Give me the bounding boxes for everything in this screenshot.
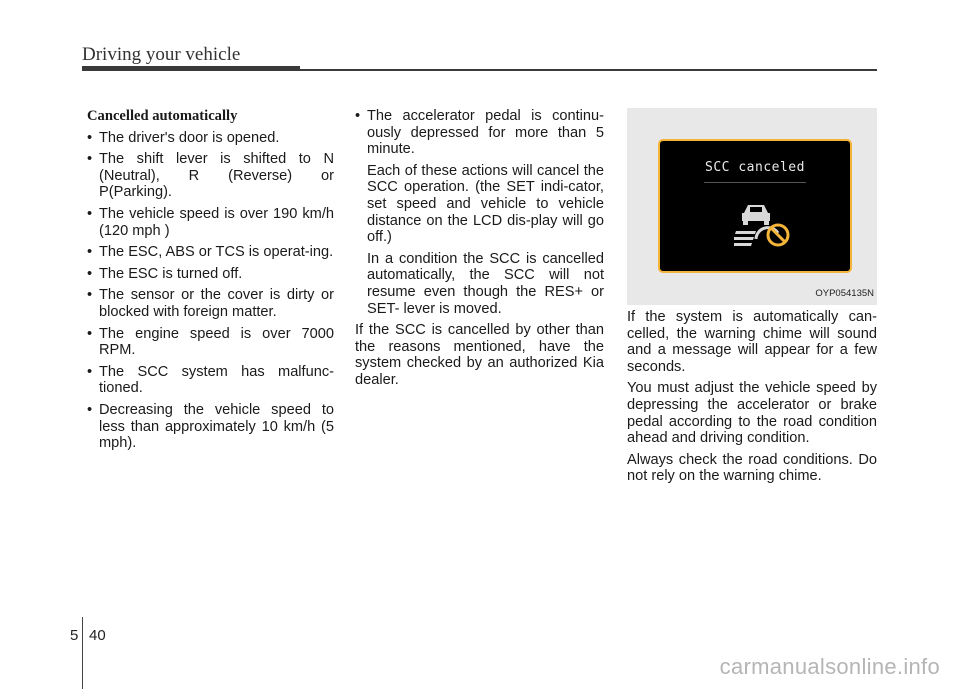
bullet-dot-icon: • xyxy=(87,265,93,282)
bullet-dot-icon: • xyxy=(355,108,361,124)
bullet-dot-icon: • xyxy=(87,129,93,146)
column-1 xyxy=(87,108,334,457)
bullet-item: • The SCC system has malfunc-tioned. xyxy=(87,363,334,397)
body-paragraph: Always check the road conditions. Do not rely on the warning chime. xyxy=(627,451,877,485)
bullet-item: • The shift lever is shifted to N (Neutral), R (Reverse) or P(Parking). xyxy=(87,151,334,201)
bullet-item: • Decreasing the vehicle speed to less than approximately 10 km/h (5 mph). xyxy=(87,401,334,452)
header-rule-thick xyxy=(82,66,300,71)
bullet-item: • The accelerator pedal is continu-ously depressed for more than 5 minute. xyxy=(355,108,604,158)
bullet-item: • The driver's door is opened. xyxy=(87,129,280,146)
bullet-dot-icon: • xyxy=(87,363,93,380)
column-3 xyxy=(627,108,877,490)
section-heading: Cancelled automatically xyxy=(87,108,238,124)
body-paragraph: If the SCC is cancelled by other than the reasons mentioned, have the system checked by an authorized Kia dealer. xyxy=(355,322,604,388)
bullet-dot-icon: • xyxy=(87,205,93,222)
bullet-item: • The vehicle speed is over 190 km/h (120 mph ) xyxy=(87,205,334,239)
indented-paragraph: Each of these actions will cancel the SCC operation. (the SET indi-cator, set speed and vehicle to vehicle distance on the LCD dis-play will go off.) xyxy=(367,162,604,246)
column-2 xyxy=(355,108,604,394)
bullet-dot-icon: • xyxy=(87,151,93,168)
bullet-item: • The ESC is turned off. xyxy=(87,265,243,282)
chapter-number: 5 xyxy=(70,627,79,644)
body-paragraph: If the system is automatically can-celled, the warning chime will sound and a message will appear for a few seconds. xyxy=(627,309,877,375)
watermark: carmanualsonline.info xyxy=(719,654,940,679)
bullet-dot-icon: • xyxy=(87,325,93,342)
footer-divider xyxy=(82,617,83,689)
scc-canceled-figure xyxy=(627,108,877,305)
display-divider xyxy=(704,182,806,183)
header-title: Driving your vehicle xyxy=(82,44,241,65)
header-rule-thin xyxy=(300,69,877,71)
page-number: 40 xyxy=(89,627,106,644)
display-message: SCC canceled xyxy=(705,160,805,175)
body-paragraph: You must adjust the vehicle speed by depressing the accelerator or brake pedal according to the road condition ahead and driving condition. xyxy=(627,380,877,447)
bullet-item: • The sensor or the cover is dirty or blocked with foreign matter. xyxy=(87,287,334,320)
bullet-dot-icon: • xyxy=(87,287,93,304)
bullet-item: • The engine speed is over 7000 RPM. xyxy=(87,325,334,359)
bullet-dot-icon: • xyxy=(87,401,93,418)
bullet-item: • The ESC, ABS or TCS is operat-ing. xyxy=(87,244,334,261)
scc-canceled-car-icon xyxy=(734,199,794,249)
cluster-display xyxy=(658,139,852,273)
indented-paragraph: In a condition the SCC is cancelled automatically, the SCC will not resume even though the RES+ or SET- lever is moved. xyxy=(367,250,604,317)
bullet-dot-icon: • xyxy=(87,244,93,261)
figure-caption: OYP054135N xyxy=(815,288,874,300)
